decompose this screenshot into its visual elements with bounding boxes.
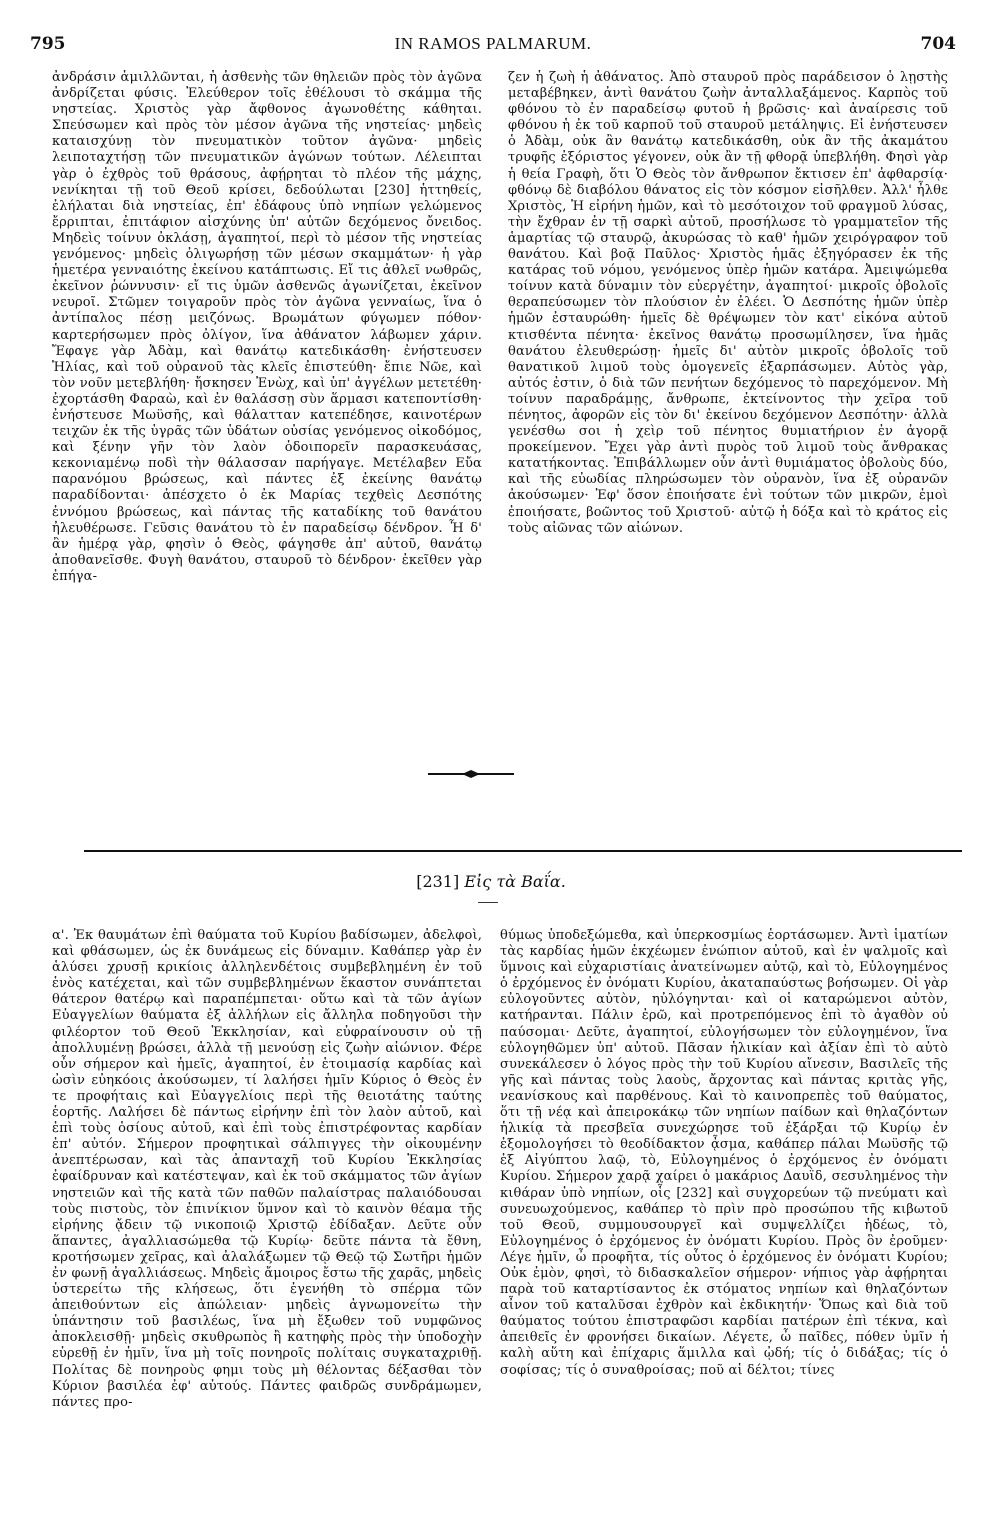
ornament-divider	[428, 769, 514, 779]
top-left-column	[52, 70, 482, 698]
section-number: [231]	[416, 872, 460, 891]
top-right-column	[508, 70, 948, 698]
top-left-text: ἀνδράσιν ἁμιλλῶνται, ἡ ἀσθενὴς τῶν θηλειῶν πρὸς τὸν ἀγῶνα ἀνδρίζεται φύσις. Ἐλεύθερον τοῖς ἐθέλουσι τὸ σκάμμα τῆς νηστείας. Χριστὸς γὰρ ἄφθονος ἀγωνοθέτης κάθηται. Σπεύσωμεν καὶ πρὸς τὸν μέσον ἀγῶνα τῆς νηστείας· μηδεὶς καταισχύνῃ τὸν πνευματικὸν τοῦτον ἀγῶνα· μηδεὶς λειποταχτήσῃ τῶν πνευματικῶν ἀγώνων τούτων. Λέλειπται γὰρ ὁ ἐχθρὸς τοῦ θράσους, ἀφῄρηται τὸ πλέον τῆς μάχης, νενίκηται τῇ τοῦ Θεοῦ κρίσει, δεδούλωται [230] ἡττηθείς, ἐλήλαται διὰ νηστείας, ἐπ' ἐδάφους ὑπὸ νηπίων γελώμενος ἔρριπται, ἐπιτάφιον αἰσχύνης ὑπ' αὐτῶν δεχόμενος ὄνειδος. Μηδεὶς τοίνυν ὀκλάσῃ, ἀγαπητοί, περὶ τὸ μέσον τῆς νηστείας γενόμενος· μηδεὶς ὀλιγωρήσῃ τῶν μέσων σκαμμάτων· ἡ γὰρ ἡμετέρα γενναιότης ἐκείνου κατάπτωσις. Εἴ τις ἀθλεῖ νωθρῶς, ἐκεῖνον ῥώννυσιν· εἴ τις ὑμῶν ἀσθενῶς ἀγωνίζεται, ἐκεῖνον νευροῖ. Στῶμεν τοιγαροῦν πρὸς τὸν ἀγῶνα γενναίως, ἵνα ὁ ἀντίπαλος πέσῃ μειζόνως. Βρωμάτων φύγωμεν πόθον· καρτερήσωμεν πρὸς ὀλίγον, ἵνα ἀθάνατον λάβωμεν χάριν. Ἔφαγε γὰρ Ἀδὰμ, καὶ θανάτῳ κατεδικάσθη· ἐνήστευσεν Ἠλίας, καὶ τοῦ οὐρανοῦ τὰς κλεῖς ἐπιστεύθη· ἔπιε Νῶε, καὶ τὸν νοῦν μετεβλήθη· ἤσκησεν Ἐνὼχ, καὶ ὑπ' ἀγγέλων μετετέθη· ἐχορτάσθη Φαραὼ, καὶ ἐν θαλάσσῃ σὺν ἅρμασι κατεποντίσθη· ἐνήστευσε Μωϋσῆς, καὶ θάλατταν κατεπέδησε, καινοτέρων τειχῶν ἐκ τῆς ὑγρᾶς τῶν ὑδάτων οὐσίας γενόμενος οἰκοδόμος, καὶ ξένην γῆν τὸν λαὸν ὁδοιπορεῖν παρασκευάσας, κεκονιαμένῳ ποδὶ τὴν θάλασσαν παρήγαγε. Μετέλαβεν Εὔα παρανόμου βρώσεως, καὶ πάντες ἐξ ἐκείνης θανάτῳ παραδίδονται· ἀπέσχετο ὁ ἐκ Μαρίας τεχθεὶς Δεσπότης ἐννόμου βρώσεως, καὶ πάντας τῆς καταδίκης τοῦ θανάτου ἠλευθέρωσε. Γεῦσις θανάτου τὸ ἐν παραδείσῳ δένδρον. Ἧ δ' ἂν ἡμέρᾳ γὰρ, φησὶν ὁ Θεὸς, φάγησθε ἀπ' αὐτοῦ, θανάτῳ ἀποθανεῖσθε. Φυγὴ θανάτου, σταυροῦ τὸ δένδρον· ἐκεῖθεν γὰρ ἐπήγα-	[52, 70, 482, 584]
right-page-number: 704	[920, 34, 956, 54]
section-rule	[84, 850, 962, 852]
bottom-right-text: θύμως ὑποδεξώμεθα, καὶ ὑπερκοσμίως ἑορτάσωμεν. Ἀντὶ ἱματίων τὰς καρδίας ἡμῶν ἐκχέωμεν ἐνώπιον αὐτοῦ, καὶ ἐν ψαλμοῖς καὶ ὕμνοις καὶ εὐχαριστίαις ἀνατείνωμεν αὐτῷ, καὶ τὸ, Εὐλογημένος ὁ ἐρχόμενος ἐν ὀνόματι Κυρίου, ἀκαταπαύστως βοήσωμεν. Οἱ γὰρ εὐλογοῦντες αὐτὸν, ηὐλόγηνται· καὶ οἱ καταρώμενοι αὐτὸν, κατήρανται. Πάλιν ἐρῶ, καὶ προτρεπόμενος ἐπὶ τὸ ἀγαθὸν οὐ παύσομαι· Δεῦτε, ἀγαπητοί, εὐλογήσωμεν τὸν εὐλογημένον, ἵνα εὐλογηθῶμεν ὑπ' αὐτοῦ. Πᾶσαν ἡλικίαν καὶ ἀξίαν ἐπὶ τὸ αὐτὸ συνεκάλεσεν ὁ λόγος πρὸς τὴν τοῦ Κυρίου αἴνεσιν, Βασιλεῖς τῆς γῆς καὶ πάντας τοὺς λαοὺς, ἄρχοντας καὶ πάντας κριτὰς γῆς, νεανίσκους καὶ παρθένους. Καὶ τὸ καινοπρεπὲς τοῦ θαύματος, ὅτι τῇ νέᾳ καὶ ἀπειροκάκῳ τῶν νηπίων παίδων καὶ θηλαζόντων ἡλικίᾳ τὰ πρεσβεῖα συνεχώρησε τοῦ ἐξάρξαι τῷ Κυρίῳ ἐν ἐξομολογήσει τὸ θεοδίδακτον ᾆσμα, καθάπερ πάλαι Μωϋσῆς τῷ ἐξ Αἰγύπτου λαῷ, τὸ, Εὐλογημένος ὁ ἐρχόμενος ἐν ὀνόματι Κυρίου. Σήμερον χαρᾷ χαίρει ὁ μακάριος Δαυῒδ, σεσυλημένος τὴν κιθάραν ὑπὸ νηπίων, οἷς [232] καὶ συγχορεύων τῷ πνεύματι καὶ συνευωχούμενος, καθάπερ τὸ πρὶν πρὸ προσώπου τῆς κιβωτοῦ τοῦ Θεοῦ, συμμουσουργεῖ καὶ συμψελλίζει ἡδέως, τὸ, Εὐλογημένος ὁ ἐρχόμενος ἐν ὀνόματι Κυρίου. Πρὸς ὃν ἐροῦμεν· Λέγε ἡμῖν, ὦ προφῆτα, τίς οὗτος ὁ ἐρχόμενος ἐν ὀνόματι Κυρίου; Οὐκ ἐμὸν, φησὶ, τὸ διδασκαλεῖον σήμερον· νήπιος γὰρ ἀφῄρηται παρὰ τοῦ καταρτίσαντος ἐκ στόματος νηπίων καὶ θηλαζόντων αἶνον τοῦ καταλῦσαι ἐχθρὸν καὶ ἐκδικητήν· Ὅπως καὶ διὰ τοῦ θαύματος τούτου ἐπιστραφῶσι καρδίαι πατέρων ἐπὶ τέκνα, καὶ ἀπειθεῖς ἐν φρονήσει δικαίων. Λέγετε, ὦ παῖδες, πόθεν ὑμῖν ἡ καλὴ αὕτη καὶ ἐπίχαρις ἅμιλλα καὶ ᾠδή; τίς ὁ διδάξας; τίς ὁ σοφίσας; τίς ὁ συναθροίσας; ποῦ αἱ δέλτοι; τίνες	[500, 928, 948, 1378]
bottom-left-text: α'. Ἐκ θαυμάτων ἐπὶ θαύματα τοῦ Κυρίου βαδίσωμεν, ἀδελφοὶ, καὶ φθάσωμεν, ὡς ἐκ δυνάμεως εἰς δύναμιν. Καθάπερ γὰρ ἐν ἁλύσει χρυσῇ κρικίοις ἀλληλενδέτοις συμβεβλημένη ἐν τοῦ ἑνὸς κατέχεται, καὶ τῶν συμβεβλημένων ἕκαστον συνάπτεται θάτερον θατέρῳ καὶ παραπέμπεται· οὕτω καὶ τὰ τῶν ἁγίων Εὐαγγελίων θαύματα ἐξ ἀλλήλων εἰς ἄλληλα ποδηγοῦσι τὴν φιλέορτον τοῦ Θεοῦ Ἐκκλησίαν, καὶ εὐφραίνουσιν οὐ τῇ ἀπολλυμένῃ βρώσει, ἀλλὰ τῇ μενούσῃ εἰς ζωὴν αἰώνιον. Φέρε οὖν σήμερον καὶ ἡμεῖς, ἀγαπητοί, ἐν ἑτοιμασίᾳ καρδίας καὶ ὠσὶν εὐηκόοις ἀκούσωμεν, τί λαλήσει ἡμῖν Κύριος ὁ Θεὸς ἐν τε προφήταις καὶ Εὐαγγελίοις περὶ τῆς θειοτάτης ταύτης ἑορτῆς. Λαλήσει δὲ πάντως εἰρήνην ἐπὶ τὸν λαὸν αὐτοῦ, καὶ ἐπὶ τοὺς ὁσίους αὐτοῦ, καὶ ἐπὶ τοὺς ἐπιστρέφοντας καρδίαν ἐπ' αὐτόν. Σήμερον προφητικαὶ σάλπιγγες τὴν οἰκουμένην ἀνεπτέρωσαν, καὶ τὰς ἀπανταχῆ τοῦ Κυρίου Ἐκκλησίας ἐφαίδρυναν καὶ κατέστεψαν, καὶ ἐκ τοῦ σκάμματος τῶν ἁγίων νηστειῶν καὶ τῆς κατὰ τῶν παθῶν παλαίστρας παλαιόδουσαι τοὺς πιστοὺς, τὸν ἐπινίκιον ὕμνον καὶ τὸ καινὸν θέαμα τῆς εἰρήνης ᾄδειν τῷ νικοποιῷ Χριστῷ ἐδίδαξαν. Δεῦτε οὖν ἅπαντες, ἀγαλλιασώμεθα τῷ Κυρίῳ· δεῦτε πάντα τὰ ἔθνη, κροτήσωμεν χεῖρας, καὶ ἀλαλάξωμεν τῷ Θεῷ τῷ Σωτῆρι ἡμῶν ἐν φωνῇ ἀγαλλιάσεως. Μηδεὶς ἄμοιρος ἔστω τῆς χαρᾶς, μηδεὶς ὑστερείτω τῆς κλήσεως, ὅτι ἐγενήθη τὸ σπέρμα τῶν ἀπειθούντων εἰς ἀπώλειαν· μηδεὶς ἀγνωμονείτω τὴν ὑπάντησιν τοῦ βασιλέως, ἵνα μὴ ἔξωθεν τοῦ νυμφῶνος ἀποκλεισθῇ· μηδεὶς σκυθρωπὸς ἢ κατηφὴς πρὸς τὴν ὑποδοχὴν εὑρεθῇ ἐν ἡμῖν, ἵνα μὴ τοῖς πονηροῖς πολίταις συγκαταχριθῇ. Πολίτας δὲ πονηροὺς φημι τοὺς μὴ θέλοντας δέξασθαι τὸν Κύριον βασιλέα ἐφ' αὐτούς. Πάντες φαιδρῶς συνδράμωμεν, πάντες προ-	[52, 928, 482, 1410]
bottom-left-column	[52, 928, 482, 1528]
left-page-number: 795	[30, 34, 66, 54]
running-title: IN RAMOS PALMARUM.	[394, 34, 592, 53]
section-title: Εἰς τὰ Βαΐα.	[464, 872, 566, 891]
title-dash	[478, 902, 498, 903]
top-right-text: ζεν ἡ ζωὴ ἡ ἀθάνατος. Ἀπὸ σταυροῦ πρὸς παράδεισον ὁ λῃστὴς μεταβέβηκεν, ἀντὶ θανάτου ζωὴν ἀνταλλαξάμενος. Καρπὸς τοῦ φθόνου τὸ ἐν παραδείσῳ φυτοῦ ἡ βρῶσις· καὶ ἀναίρεσις τοῦ φθόνου ἡ ἐκ τοῦ καρποῦ τοῦ σταυροῦ μετάληψις. Εἰ ἐνήστευσεν ὁ Ἀδὰμ, οὐκ ἂν θανάτῳ κατεδικάσθη, οὐκ ἂν τῆς ἀκαμάτου τρυφῆς ἐξόριστος γέγονεν, οὐκ ἂν τῇ φθορᾷ ὑπεβλήθη. Φησὶ γὰρ ἡ θεία Γραφὴ, ὅτι Ὁ Θεὸς τὸν ἄνθρωπον ἔκτισεν ἐπ' ἀφθαρσίᾳ· φθόνῳ δὲ διαβόλου θάνατος εἰς τὸν κόσμον εἰσῆλθεν. Ἀλλ' ἦλθε Χριστὸς, Ἡ εἰρήνη ἡμῶν, καὶ τὸ μεσότοιχον τοῦ φραγμοῦ λύσας, τὴν ἔχθραν ἐν τῇ σαρκὶ αὐτοῦ, προσήλωσε τὸ γραμματεῖον τῆς ἁμαρτίας τῷ σταυρῷ, ἀκυρώσας τὸ καθ' ἡμῶν χειρόγραφον τοῦ θανάτου. Καὶ βοᾷ Παῦλος· Χριστὸς ἡμᾶς ἐξηγόρασεν ἐκ τῆς κατάρας τοῦ νόμου, γενόμενος ὑπὲρ ἡμῶν κατάρα. Ἀμειψώμεθα τοίνυν κατὰ δύναμιν τὸν εὐεργέτην, ἀγαπητοί· μικροῖς ὀβολοῖς θεραπεύσωμεν τὸν πλούσιον ἐν ἐλέει. Ὁ Δεσπότης ἡμῶν ὑπὲρ ἡμῶν ἐσταυρώθη· ἡμεῖς δὲ θρέψωμεν τὸν κατ' εἰκόνα αὐτοῦ κτισθέντα πένητα· ἐκεῖνος θανάτῳ προσωμίλησεν, ἵνα ἡμᾶς θανάτου ἐλευθερώσῃ· ἡμεῖς δι' αὐτὸν μικροῖς ὀβολοῖς τοῦ θανατικοῦ λιμοῦ τοὺς ὁμογενεῖς ἐξαρπάσωμεν. Αὐτὸς γὰρ, αὐτός ἐστιν, ὁ διὰ τῶν πενήτων δεχόμενος τὸ παρεχόμενον. Μὴ τοίνυν παραδράμῃς, ἄνθρωπε, ἐκτείνοντος τὴν χεῖρα τοῦ πένητος, ἀφορῶν εἰς τὸν δι' ἐκείνου δεχόμενον Δεσπότην· ἀλλὰ γενέσθω σοι ἡ χεὶρ τοῦ πένητος θυμιατήριον ἐν ἀγορᾷ προκείμενον. Ἔχει γὰρ ἀντὶ πυρὸς τοῦ λιμοῦ τοὺς ἄνθρακας κατατήκοντας. Ἐπιβάλλωμεν οὖν ἀντὶ θυμιάματος ὀβολοὺς δύο, καὶ τῆς εὐωδίας πληρώσωμεν τὸν οὐρανὸν, ἵνα ἐξ οὐρανῶν ἀκούσωμεν· Ἐφ' ὅσον ἐποιήσατε ἑνὶ τούτων τῶν μικρῶν, ἐμοὶ ἐποιήσατε, βοῶντος τοῦ Χριστοῦ· αὐτῷ ἡ δόξα καὶ τὸ κράτος εἰς τοὺς αἰῶνας τῶν αἰώνων.	[508, 70, 948, 536]
section-heading	[0, 872, 982, 891]
bottom-right-column	[500, 928, 948, 1528]
running-header	[30, 34, 956, 54]
